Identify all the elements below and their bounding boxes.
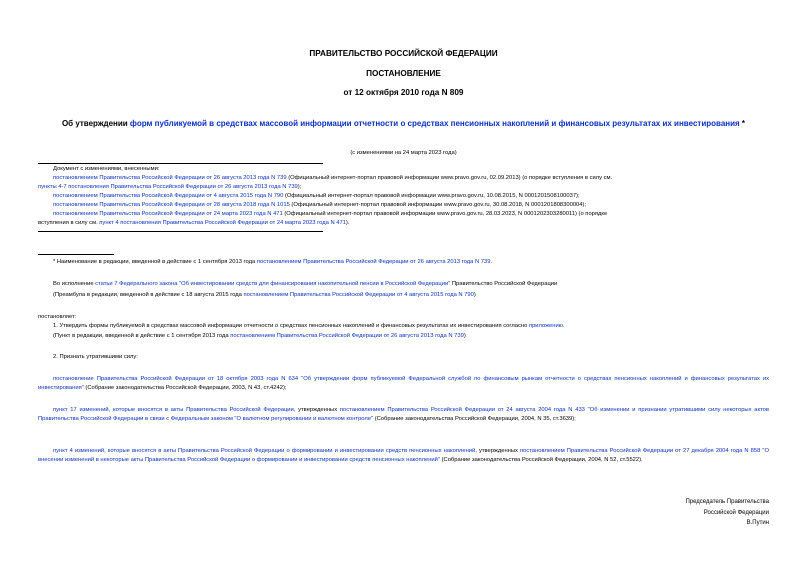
repealed-item-1 — [38, 375, 769, 393]
repealed-item-1-text: (Собрание законодательства Российской Федерации, 2003, N 43, ст.4242); — [83, 384, 287, 391]
preamble-note-a: (Преамбула в редакции, введенной в действие с 18 августа 2015 года — [53, 292, 244, 298]
change-item-3-text: (Официальный интернет-портал правовой информации www.pravo.gov.ru, 30.08.2018, N 0001201808300004); — [289, 202, 587, 208]
changes-intro: Документ с изменениями, внесенными: — [53, 166, 160, 172]
preamble — [53, 280, 557, 289]
change-item-4-link2[interactable]: пункт 4 постановления Правительства Российской Федерации от 24 марта 2023 года N 471 — [99, 220, 346, 226]
footnote-end: . — [490, 259, 493, 265]
repealed-item-3 — [38, 447, 769, 465]
footnote-text: * Наименование в редакции, введенной в действие с 1 сентября 2013 года — [53, 259, 257, 265]
repealed-item-3-text2: (Собрание законодательства Российской Федерации, 2004, N 52, ст.5522). — [439, 456, 643, 463]
preamble-law-link[interactable]: статьи 7 Федерального закона "Об инвестировании средств для финансирования накопительной пенсии в Российской Федерации" — [95, 281, 451, 287]
document-date: от 12 октября 2010 года N 809 — [343, 88, 464, 97]
signature-country: Российской Федерации — [703, 509, 769, 516]
resolves-text: постановляет: — [38, 314, 77, 320]
change-item-2-link[interactable]: постановлением Правительства Российской Федерации от 4 августа 2015 года N 790 — [53, 193, 284, 199]
change-item-3-link[interactable]: постановлением Правительства Российской Федерации от 28 августа 2018 года N 1015 — [53, 202, 290, 208]
changes-top-divider — [38, 163, 323, 164]
changes-bottom-divider — [38, 231, 323, 232]
change-item-4-cont — [38, 219, 349, 228]
point-1-text: 1. Утвердить формы публикуемой в средствах массовой информации отчетности о средствах пенсионных накоплений и финансовых результатах их инвестирования согласно — [53, 323, 529, 329]
signature-position: Председатель Правительства — [685, 499, 769, 505]
preamble-text-a: Во исполнение — [53, 281, 96, 287]
change-item-4-text: (Официальный интернет-портал правовой информации www.pravo.gov.ru, 28.03.2023, N 0001202303280011) (о порядке — [282, 211, 608, 217]
point-2: 2. Признать утратившими силу: — [53, 354, 138, 360]
change-item-2 — [53, 192, 580, 201]
preamble-note — [53, 291, 476, 300]
change-item-1-text2: ); — [297, 184, 302, 190]
change-item-4-text2: ). — [345, 220, 350, 226]
point-1 — [53, 322, 565, 331]
change-item-4-text-line2: вступления в силу см. — [38, 220, 100, 226]
change-item-4 — [38, 210, 769, 219]
change-item-1-cont — [38, 183, 301, 192]
point-1-note — [53, 332, 466, 341]
change-item-1-text: (Официальный интернет-портал правовой информации www.pravo.gov.ru, 02.09.2013) (о порядке вступления в силу см. — [286, 175, 613, 181]
change-item-3 — [53, 201, 586, 210]
appendix-link[interactable]: приложению — [528, 323, 564, 329]
repealed-item-2 — [38, 406, 769, 424]
title-footnote-mark: * — [739, 119, 746, 128]
footnote — [53, 258, 492, 267]
footnote-link[interactable]: постановлением Правительства Российской Федерации от 26 августа 2013 года N 739 — [256, 259, 491, 265]
repealed-item-2-link[interactable]: пункт 17 изменений, которые вносятся в акты Правительства Российской Федерации — [53, 407, 294, 413]
title-link[interactable]: форм публикуемой в средствах массовой информации отчетности о средствах пенсионных накоплений и финансовых результатах их инвестирования — [129, 119, 740, 128]
repealed-item-2-text2: (Собрание законодательства Российской Федерации, 2004, N 35, ст.3639); — [373, 415, 576, 422]
preamble-note-link[interactable]: постановлением Правительства Российской Федерации от 4 августа 2015 года N 790 — [243, 292, 474, 298]
signature-name: В.Путин — [746, 520, 769, 526]
signature-block — [685, 497, 769, 529]
point-1-end: . — [563, 323, 565, 329]
change-item-1 — [38, 174, 769, 183]
document-type: ПОСТАНОВЛЕНИЕ — [366, 69, 441, 78]
repealed-item-2-link2[interactable]: постановлением Правительства Российской Федерации от 24 августа 2004 года N 433 "Об изменении и признании утратившими силу некоторых актов Правительства Российской Федерации в связи с Федеральным законом "О валютном регулировании и валютном контроле" — [38, 407, 769, 422]
document-title — [38, 118, 769, 130]
repealed-item-3-link[interactable]: пункт 4 изменений, которые вносятся в акты Правительства Российской Федерации о формировании и инвестировании средств пенсионных накоплений — [53, 448, 476, 454]
title-prefix: Об утверждении — [61, 119, 130, 128]
repealed-item-1-link[interactable]: постановление Правительства Российской Федерации от 18 октября 2003 года N 634 "Об утверждении форм публикуемой Федеральной службой по финансовым рынкам отчетности о средствах пенсионных накоплений и финансовых результатах их инвестирования" — [38, 376, 769, 391]
repealed-item-3-text: , утвержденных — [475, 448, 521, 454]
change-item-2-text: (Официальный интернет-портал правовой информации www.pravo.gov.ru, 10.08.2015, N 0001201508100037); — [283, 193, 580, 199]
government-heading: ПРАВИТЕЛЬСТВО РОССИЙСКОЙ ФЕДЕРАЦИИ — [309, 49, 498, 58]
edition-note: (с изменениями на 24 марта 2023 года) — [350, 150, 457, 156]
preamble-text-b: Правительство Российской Федерации — [450, 281, 558, 287]
change-item-4-link[interactable]: постановлением Правительства Российской Федерации от 24 марта 2023 года N 471 — [53, 211, 283, 217]
preamble-note-b: ) — [473, 292, 476, 298]
change-item-1-link2[interactable]: пункты 4-7 постановления Правительства Российской Федерации от 26 августа 2013 года N 739 — [38, 184, 298, 190]
footnote-divider — [38, 254, 114, 255]
change-item-1-link[interactable]: постановлением Правительства Российской Федерации от 26 августа 2013 года N 739 — [53, 175, 287, 181]
point-1-note-link[interactable]: постановлением Правительства Российской Федерации от 26 августа 2013 года N 739 — [230, 333, 464, 339]
repealed-item-3-link2[interactable]: постановлением Правительства Российской Федерации от 27 декабря 2004 года N 858 "О внесении изменений в некоторые акты Правительства Российской Федерации о формировании и инвестировании средств пенсионных накоплений" — [38, 448, 769, 463]
point-1-note-a: (Пункт в редакции, введенной в действие с 1 сентября 2013 года — [53, 333, 231, 339]
repealed-item-2-text: , утвержденных — [293, 407, 340, 413]
point-1-note-b: ) — [463, 333, 466, 339]
